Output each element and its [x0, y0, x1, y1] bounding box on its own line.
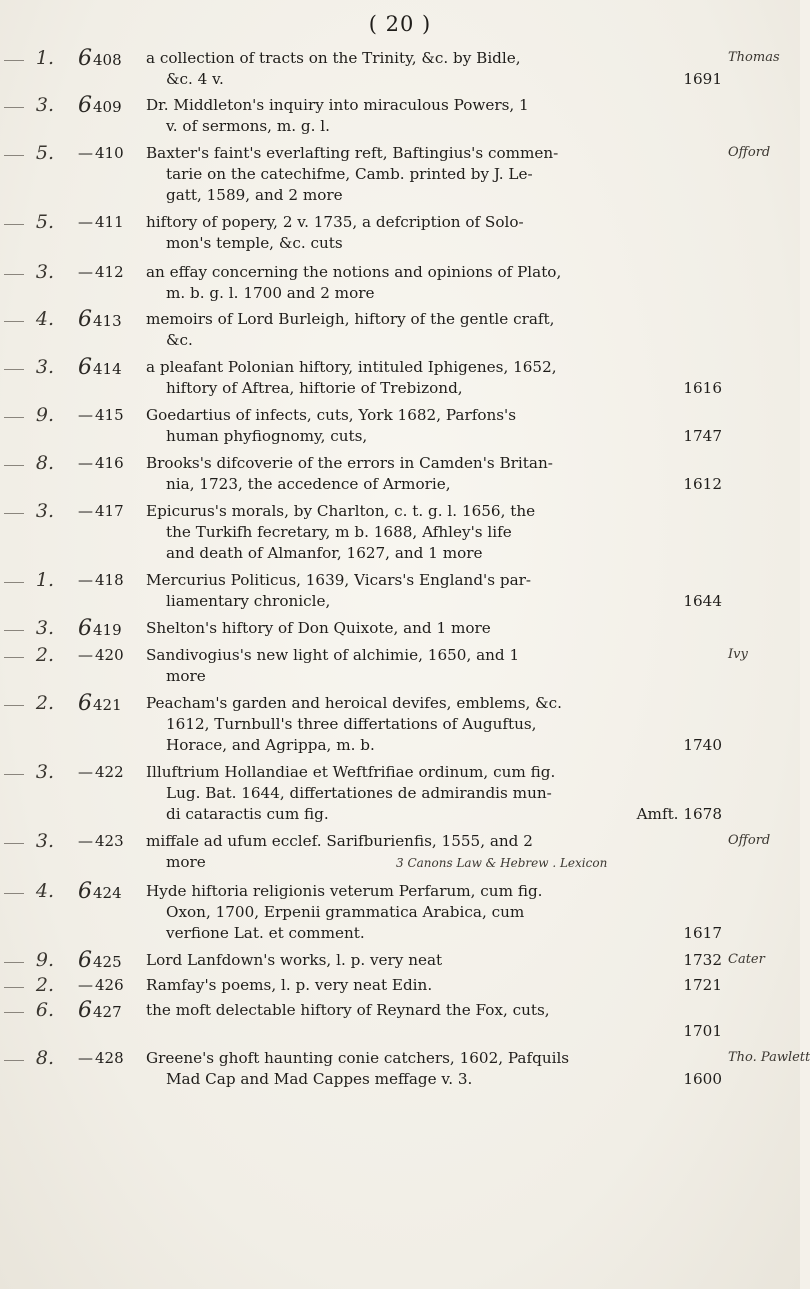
margin-tick — [4, 962, 24, 963]
lot-number — [78, 212, 140, 233]
lot-mark: 1. — [35, 569, 54, 591]
lot-number — [78, 881, 140, 904]
lot-description-line: &c. 4 v. — [166, 70, 224, 88]
lot-description-line: Lord Lanfdown's works, l. p. very neat — [146, 951, 443, 969]
lot-number-text: 420 — [95, 646, 124, 664]
lot-description-line: more — [166, 667, 206, 685]
lot-number — [78, 357, 140, 380]
lot-description-line: a collection of tracts on the Trinity, &c. by Bidle, — [146, 49, 521, 67]
lot-mark: 5. — [35, 211, 54, 233]
lot-description-line: Greene's ghoft haunting conie catchers, 1602, Pafquils — [146, 1049, 570, 1067]
lot-description-line: Shelton's hiftory of Don Quixote, and 1 more — [146, 619, 491, 637]
lot-description-line: nia, 1723, the accedence of Armorie, — [166, 475, 451, 493]
margin-tick — [4, 465, 24, 466]
lot-date: 1721 — [683, 976, 722, 994]
buyer-annotation: Ivy — [728, 647, 748, 662]
lot-description-line: v. of sermons, m. g. l. — [166, 117, 330, 135]
lot-description-line: Sandivogius's new light of alchimie, 1650, and 1 — [146, 646, 520, 664]
lot-mark: 6. — [35, 999, 54, 1021]
lot-six-mark: 6 — [78, 616, 92, 641]
margin-tick — [4, 582, 24, 583]
lot-number — [78, 501, 140, 522]
lot-description-line: Mercurius Politicus, 1639, Vicars's England's par- — [146, 571, 532, 589]
lot-number-text: 428 — [95, 1049, 124, 1067]
lot-six-mark: 6 — [78, 355, 92, 380]
lot-number — [78, 48, 140, 71]
margin-tick — [4, 321, 24, 322]
lot-description-line: verfione Lat. et comment. — [166, 924, 365, 942]
margin-tick — [4, 369, 24, 370]
margin-tick — [4, 893, 24, 894]
lot-number — [78, 309, 140, 332]
lot-description-line: liamentary chronicle, — [166, 592, 331, 610]
lot-description-line: miffale ad ufum ecclef. Sarifburienfis, 1555, and 2 — [146, 832, 533, 850]
lot-number — [78, 645, 140, 666]
lot-number — [78, 405, 140, 426]
lot-number-text: 425 — [93, 953, 122, 971]
lot-dash: — — [78, 144, 93, 162]
lot-description-line: the moft delectable hiftory of Reynard the Fox, cuts, — [146, 1001, 550, 1019]
lot-six-mark: 6 — [78, 998, 92, 1023]
lot-dash: — — [78, 763, 93, 781]
lot-six-mark: 6 — [78, 879, 92, 904]
lot-dash: — — [78, 976, 93, 994]
lot-description-line: a pleafant Polonian hiftory, intituled Iphigenes, 1652, — [146, 358, 557, 376]
margin-tick — [4, 630, 24, 631]
lot-description-line: Epicurus's morals, by Charlton, c. t. g. l. 1656, the — [146, 502, 536, 520]
lot-number — [78, 831, 140, 852]
margin-tick — [4, 224, 24, 225]
lot-number-text: 424 — [93, 884, 122, 902]
lot-mark: 3. — [35, 261, 54, 283]
lot-date: 1644 — [683, 592, 722, 610]
lot-date: 1740 — [683, 736, 722, 754]
lot-mark: 5. — [35, 142, 54, 164]
lot-number-text: 409 — [93, 98, 122, 116]
lot-description-line: Baxter's faint's everlafting reft, Baftingius's commen- — [146, 144, 559, 162]
lot-number — [78, 262, 140, 283]
lot-number — [78, 975, 140, 996]
lot-description-line: Illuftrium Hollandiae et Weftfrifiae ordinum, cum fig. — [146, 763, 556, 781]
lot-date: 1701 — [683, 1022, 722, 1040]
lot-number-text: 412 — [95, 263, 124, 281]
lot-dash: — — [78, 1049, 93, 1067]
lot-dash: — — [78, 571, 93, 589]
lot-mark: 3. — [35, 94, 54, 116]
lot-description-line: the Turkifh fecretary, m b. 1688, Afhley's life — [166, 523, 512, 541]
buyer-annotation: Cater — [728, 952, 765, 967]
lot-description-line: Brooks's difcoverie of the errors in Camden's Britan- — [146, 454, 553, 472]
lot-description-line: &c. — [166, 331, 193, 349]
lot-dash: — — [78, 213, 93, 231]
lot-description-line: more — [166, 853, 206, 871]
buyer-annotation: Offord — [728, 833, 771, 848]
lot-number-text: 418 — [95, 571, 124, 589]
lot-description-line: Horace, and Agrippa, m. b. — [166, 736, 375, 754]
lot-mark: 8. — [35, 1047, 54, 1069]
margin-tick — [4, 60, 24, 61]
lot-date: 1747 — [683, 427, 722, 445]
lot-description-line: hiftory of Aftrea, hiftorie of Trebizond, — [166, 379, 463, 397]
margin-tick — [4, 705, 24, 706]
lot-date: Amft. 1678 — [636, 805, 722, 823]
lot-number-text: 422 — [95, 763, 124, 781]
lot-mark: 3. — [35, 761, 54, 783]
lot-six-mark: 6 — [78, 948, 92, 973]
lot-date: 1691 — [683, 70, 722, 88]
lot-date: 1612 — [683, 475, 722, 493]
lot-mark: 3. — [35, 617, 54, 639]
lot-number-text: 423 — [95, 832, 124, 850]
lot-number — [78, 453, 140, 474]
margin-tick — [4, 1060, 24, 1061]
lot-mark: 9. — [35, 949, 54, 971]
lot-number-text: 411 — [95, 213, 124, 231]
page-number: ( 20 ) — [368, 12, 432, 36]
margin-tick — [4, 1012, 24, 1013]
lot-description-line: Oxon, 1700, Erpenii grammatica Arabica, cum — [166, 903, 525, 921]
lot-mark: 4. — [35, 308, 54, 330]
lot-number-text: 414 — [93, 360, 122, 378]
lot-number — [78, 1000, 140, 1023]
lot-number-text: 419 — [93, 621, 122, 639]
lot-mark: 8. — [35, 452, 54, 474]
lot-dash: — — [78, 502, 93, 520]
lot-description-line: m. b. g. l. 1700 and 2 more — [166, 284, 375, 302]
lot-mark: 3. — [35, 830, 54, 852]
lot-number — [78, 693, 140, 716]
lot-number-text: 421 — [93, 696, 122, 714]
lot-mark: 2. — [35, 644, 54, 666]
lot-number — [78, 1048, 140, 1069]
lot-date: 1600 — [683, 1070, 722, 1088]
lot-number-text: 426 — [95, 976, 124, 994]
lot-description-line: an effay concerning the notions and opinions of Plato, — [146, 263, 562, 281]
margin-tick — [4, 843, 24, 844]
lot-six-mark: 6 — [78, 46, 92, 71]
lot-number — [78, 618, 140, 641]
lot-dash: — — [78, 454, 93, 472]
lot-number — [78, 95, 140, 118]
lot-number — [78, 762, 140, 783]
buyer-annotation-secondary: 3 Canons Law & Hebrew . Lexicon — [396, 856, 608, 870]
lot-description-line: hiftory of popery, 2 v. 1735, a defcription of Solo- — [146, 213, 524, 231]
margin-tick — [4, 155, 24, 156]
margin-tick — [4, 987, 24, 988]
lot-mark: 4. — [35, 880, 54, 902]
lot-dash: — — [78, 832, 93, 850]
lot-number — [78, 143, 140, 164]
lot-dash: — — [78, 646, 93, 664]
lot-mark: 2. — [35, 974, 54, 996]
buyer-annotation: Tho. Pawlett — [728, 1050, 810, 1065]
lot-dash: — — [78, 406, 93, 424]
margin-tick — [4, 513, 24, 514]
lot-number-text: 413 — [93, 312, 122, 330]
lot-six-mark: 6 — [78, 307, 92, 332]
lot-description-line: Dr. Middleton's inquiry into miraculous Powers, 1 — [146, 96, 529, 114]
lot-description-line: di cataractis cum fig. — [166, 805, 329, 823]
lot-number-text: 415 — [95, 406, 124, 424]
lot-date: 1616 — [683, 379, 722, 397]
lot-six-mark: 6 — [78, 691, 92, 716]
lot-mark: 3. — [35, 356, 54, 378]
lot-number-text: 408 — [93, 51, 122, 69]
lot-number-text: 416 — [95, 454, 124, 472]
margin-tick — [4, 657, 24, 658]
lot-number — [78, 570, 140, 591]
lot-number-text: 410 — [95, 144, 124, 162]
lot-number — [78, 950, 140, 973]
lot-mark: 3. — [35, 500, 54, 522]
lot-number-text: 427 — [93, 1003, 122, 1021]
lot-description-line: memoirs of Lord Burleigh, hiftory of the gentle craft, — [146, 310, 555, 328]
margin-tick — [4, 417, 24, 418]
lot-description-line: gatt, 1589, and 2 more — [166, 186, 343, 204]
lot-description-line: Ramfay's poems, l. p. very neat Edin. — [146, 976, 433, 994]
buyer-annotation: Offord — [728, 145, 771, 160]
lot-dash: — — [78, 263, 93, 281]
lot-description-line: 1612, Turnbull's three differtations of Auguftus, — [166, 715, 537, 733]
lot-description-line: Hyde hiftoria religionis veterum Perfarum, cum fig. — [146, 882, 543, 900]
lot-description-line: and death of Almanfor, 1627, and 1 more — [166, 544, 483, 562]
lot-date: 1617 — [683, 924, 722, 942]
lot-date: 1732 — [683, 951, 722, 969]
lot-mark: 1. — [35, 47, 54, 69]
lot-description-line: tarie on the catechifme, Camb. printed by J. Le- — [166, 165, 533, 183]
lot-description-line: Goedartius of infects, cuts, York 1682, Parfons's — [146, 406, 517, 424]
lot-number-text: 417 — [95, 502, 124, 520]
margin-tick — [4, 274, 24, 275]
lot-description-line: mon's temple, &c. cuts — [166, 234, 343, 252]
lot-mark: 9. — [35, 404, 54, 426]
lot-description-line: Lug. Bat. 1644, differtationes de admirandis mun- — [166, 784, 552, 802]
margin-tick — [4, 107, 24, 108]
lot-description-line: Peacham's garden and heroical devifes, emblems, &c. — [146, 694, 563, 712]
lot-mark: 2. — [35, 692, 54, 714]
buyer-annotation: Thomas — [728, 50, 780, 65]
margin-tick — [4, 774, 24, 775]
lot-six-mark: 6 — [78, 93, 92, 118]
lot-description-line: human phyfiognomy, cuts, — [166, 427, 368, 445]
lot-description-line: Mad Cap and Mad Cappes meffage v. 3. — [166, 1070, 473, 1088]
